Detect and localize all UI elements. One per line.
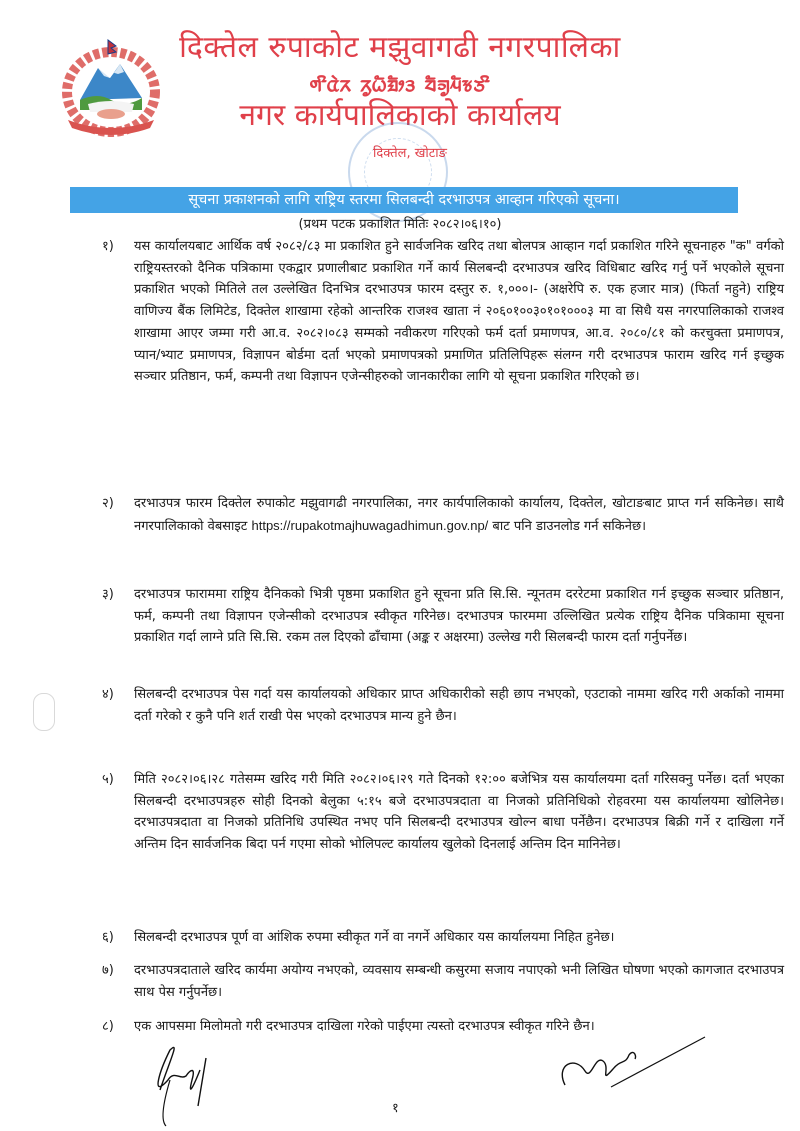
website-link[interactable]: https://rupakotmajhuwagadhimun.gov.np/ (251, 517, 489, 533)
item-number: ६) (102, 930, 114, 945)
municipality-name: दिक्तेल रुपाकोट मझुवागढी नगरपालिका (179, 30, 621, 65)
page-number: १ (392, 1101, 399, 1116)
notice-item (92, 493, 784, 537)
first-published-date: (प्रथम पटक प्रकाशित मितिः २०८२।०६।१०) (298, 217, 502, 232)
item-text: एक आपसमा मिलोमतो गरी दरभाउपत्र दाखिला गरेको पाईएमा त्यस्तो दरभाउपत्र स्वीकृत गरिने छैन। (134, 1019, 595, 1034)
notice-item (92, 769, 784, 856)
item-text: दरभाउपत्र फाराममा राष्ट्रिय दैनिकको भित्री पृष्ठमा प्रकाशित हुने सूचना प्रति सि.सि. न्यूनतम दररेटमा प्रकाशित गर्न इच्छुक सञ्चार प्रतिष्ठान, फर्म, कम्पनी तथा विज्ञापन एजेन्सीको दरभाउपत्र स्वीकृत गरिनेछ। दरभाउपत्र फारममा उल्लिखित प्रत्येक राष्ट्रिय दैनिक पत्रिकामा सूचना प्रकाशित गर्दा लाग्ने प्रति सि.सि. रकम तल दिएको ढाँचामा (अङ्क र अक्षरमा) उल्लेख गरी सिलबन्दी फारम दर्ता गर्नुपर्नेछ। (134, 587, 784, 646)
punch-hole-mark (33, 693, 55, 731)
item-number: ७) (102, 963, 114, 978)
notice-item (92, 960, 784, 1003)
item-number: ८) (102, 1019, 114, 1034)
item-number: ४) (102, 687, 114, 702)
notice-title-banner: सूचना प्रकाशनको लागि राष्ट्रिय स्तरमा सिलबन्दी दरभाउपत्र आव्हान गरिएको सूचना। (70, 187, 738, 213)
nepal-emblem-icon (58, 38, 164, 138)
item-text: सिलबन्दी दरभाउपत्र पेस गर्दा यस कार्यालयको अधिकार प्राप्त अधिकारीको सही छाप नभएको, एउटाको नाममा खरिद गरी अर्काको नाममा दर्ता गरेको र कुनै पनि शर्त राखी पेस भएको दरभाउपत्र मान्य हुने छैन। (134, 687, 784, 724)
signature-right (555, 1035, 715, 1105)
item-text: यस कार्यालयबाट आर्थिक वर्ष २०८२/८३ मा प्रकाशित हुने सार्वजनिक खरिद तथा बोलपत्र आव्हान गर्दा प्रकाशित गरिने सूचनाहरु "क" वर्गको राष्ट्रियस्तरको दैनिक पत्रिकामा एकद्वार प्रणालीबाट प्रकाशित गर्ने कार्य सिलबन्दी दरभाउपत्र खरिद विधिबाट खरिद गर्नु पर्ने भएकोले सूचना प्रकाशित भएको मितिले तल उल्लेखित दिनभित्र दरभाउपत्र फारम दस्तुर रु. १,०००।- (अक्षरेपि रु. एक हजार मात्र) (फिर्ता नहुने) राष्ट्रिय वाणिज्य बैंक लिमिटेड, दिक्तेल शाखामा रहेको आन्तरिक राजश्व खाता नं २०६०१००३०१०१०००३ मा वा सिधै यस नगरपालिकाको राजश्व शाखामा आएर जम्मा गरी आ.व. २०८२।०८३ सम्मको नवीकरण गरिएको फर्म दर्ता प्रमाणपत्र, आ.व. २०८०/८१ को करचुक्ता प्रमाणपत्र, प्यान/भ्याट प्रमाणपत्र, विज्ञापन बोर्डमा दर्ता भएको प्रमाणपत्रको प्रमाणित प्रतिलिपिहरू संलग्न गरी दरभाउपत्र फाराम खरिद गर्न इच्छुक सञ्चार प्रतिष्ठान, फर्म, कम्पनी तथा विज्ञापन एजेन्सीहरुको जानकारीका लागि यो सूचना प्रकाशित गरिएको छ। (134, 239, 784, 385)
notice-item (92, 236, 784, 388)
item-number: १) (102, 239, 114, 254)
notice-item (92, 584, 784, 649)
item-text: सिलबन्दी दरभाउपत्र पूर्ण वा आंशिक रुपमा स्वीकृत गर्ने वा नगर्ने अधिकार यस कार्यालयमा निहित हुनेछ। (134, 930, 615, 945)
item-text-container (134, 493, 784, 537)
municipality-name-kirat: ᤛᤡᤂᤧᤖ ᤖᤢᤐᤠᤀᤥᤋ ᤔᤠᤈᤢᤘᤠᤃᤍᤡ (309, 71, 491, 97)
item-number: ५) (102, 772, 114, 787)
item-text: मिति २०८२।०६।२८ गतेसम्म खरिद गरी मिति २०८२।०६।२९ गते दिनको १२:०० बजेभित्र यस कार्यालयमा दर्ता गरिसक्नु पर्नेछ। दर्ता भएका सिलबन्दी दरभाउपत्रहरु सोही दिनको बेलुका ५:१५ बजे दरभाउपत्रदाता वा निजको प्रतिनिधिको रोहवरमा यस कार्यालयमा खोलिनेछ। दरभाउपत्रदाता वा निजको प्रतिनिधि उपस्थित नभए पनि सिलबन्दी दरभाउपत्र खोल्न बाधा पर्नेछैन। दरभाउपत्र बिक्री गर्ने र दाखिला गर्ने अन्तिम दिन सार्वजनिक बिदा पर्न गएमा सोको भोलिपल्ट कार्यालय खुलेको दिनलाई अन्तिम दिन मानिनेछ। (134, 772, 784, 853)
item-text-after: बाट पनि डाउनलोड गर्न सकिनेछ। (488, 518, 646, 534)
office-address: दिक्तेल, खोटाङ (373, 146, 447, 161)
item-number: ३) (102, 587, 114, 602)
notice-item (92, 927, 784, 949)
signature-left (140, 1040, 230, 1130)
item-number: २) (102, 496, 114, 511)
office-name: नगर कार्यपालिकाको कार्यालय (239, 98, 561, 133)
notice-item (92, 684, 784, 727)
item-text: दरभाउपत्रदाताले खरिद कार्यमा अयोग्य नभएको, व्यवसाय सम्बन्धी कसुरमा सजाय नपाएको भनी लिखित घोषणा भएको कागजात दरभाउपत्र साथ पेस गर्नुपर्नेछ। (134, 963, 784, 1000)
item-text: दरभाउपत्र फारम दिक्तेल रुपाकोट मझुवागढी नगरपालिका, नगर कार्यपालिकाको कार्यालय, दिक्तेल, खोटाङबाट प्राप्त गर्न सकिनेछ। साथै नगरपालिकाको वेबसाइट (134, 496, 784, 534)
